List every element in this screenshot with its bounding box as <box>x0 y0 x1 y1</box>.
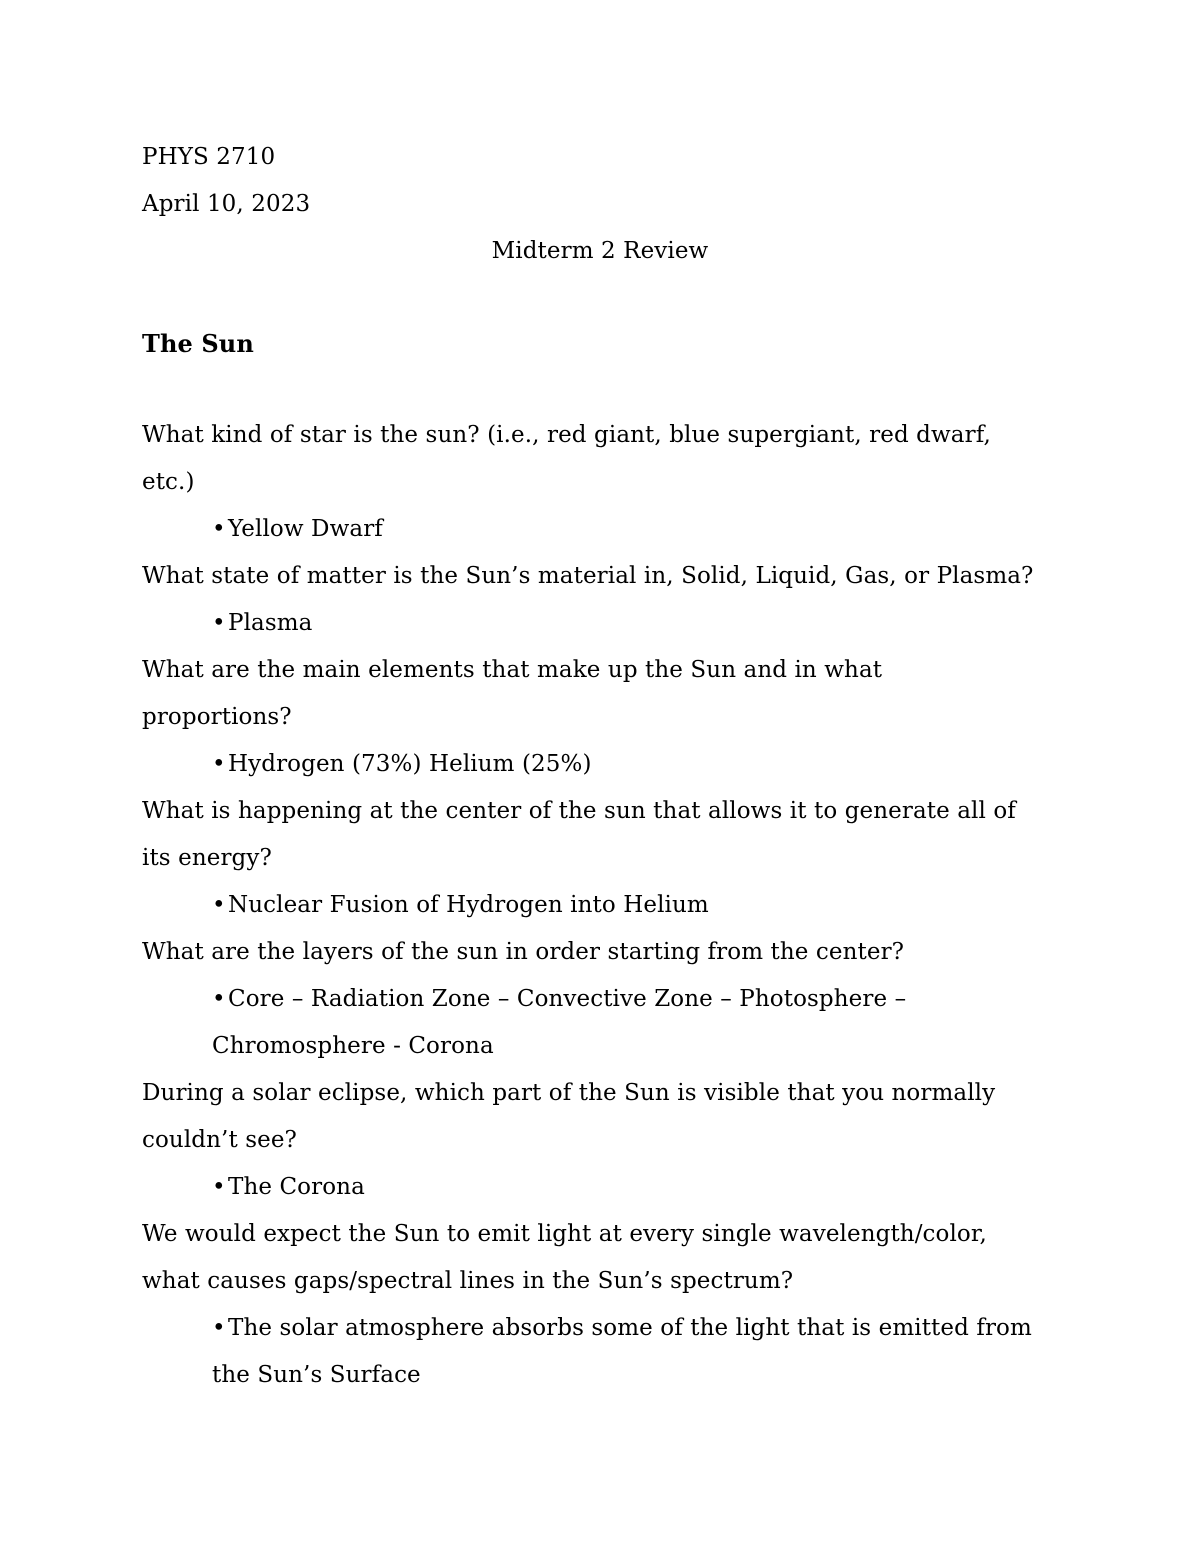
question-line: etc.) <box>142 469 195 495</box>
question-6 <box>142 1070 1072 1164</box>
answer-line: The solar atmosphere absorbs some of the light that is emitted from <box>228 1315 1032 1341</box>
answer-line: Hydrogen (73%) Helium (25%) <box>228 751 592 777</box>
answer-5 <box>142 976 1072 1070</box>
bullet-icon: • <box>212 516 226 542</box>
question-line: What kind of star is the sun? (i.e., red giant, blue supergiant, red dwarf, <box>142 422 991 448</box>
question-line: What are the layers of the sun in order starting from the center? <box>142 939 905 965</box>
answer-line: the Sun’s Surface <box>212 1362 421 1388</box>
question-5 <box>142 929 1072 976</box>
question-line: its energy? <box>142 845 272 871</box>
bullet-icon: • <box>212 610 226 636</box>
question-line: couldn’t see? <box>142 1127 297 1153</box>
question-line: What are the main elements that make up the Sun and in what <box>142 657 883 683</box>
question-4 <box>142 788 1072 882</box>
question-3 <box>142 647 1072 741</box>
section-heading: The Sun <box>142 329 254 358</box>
course-code: PHYS 2710 <box>142 144 276 170</box>
question-7 <box>142 1211 1072 1305</box>
question-1 <box>142 412 1072 506</box>
answer-2 <box>142 600 1072 647</box>
answer-1 <box>142 506 1072 553</box>
question-2 <box>142 553 1072 600</box>
question-line: What state of matter is the Sun’s material in, Solid, Liquid, Gas, or Plasma? <box>142 563 1034 589</box>
answer-line: Plasma <box>228 610 313 636</box>
question-line: what causes gaps/spectral lines in the Sun’s spectrum? <box>142 1268 794 1294</box>
spacer <box>142 367 1072 412</box>
document-body <box>142 134 1072 1399</box>
question-line: proportions? <box>142 704 292 730</box>
answer-7 <box>142 1305 1072 1399</box>
question-line: During a solar eclipse, which part of the Sun is visible that you normally <box>142 1080 996 1106</box>
answer-line: Core – Radiation Zone – Convective Zone – Photosphere – <box>228 986 907 1012</box>
question-line: What is happening at the center of the sun that allows it to generate all of <box>142 798 1016 824</box>
spacer <box>142 275 1072 320</box>
bullet-icon: • <box>212 1174 226 1200</box>
answer-3 <box>142 741 1072 788</box>
answer-line: Yellow Dwarf <box>228 516 383 542</box>
document-title: Midterm 2 Review <box>491 238 709 264</box>
bullet-icon: • <box>212 751 226 777</box>
answer-6 <box>142 1164 1072 1211</box>
answer-4 <box>142 882 1072 929</box>
bullet-icon: • <box>212 986 226 1012</box>
question-line: We would expect the Sun to emit light at every single wavelength/color, <box>142 1221 987 1247</box>
answer-line: The Corona <box>228 1174 365 1200</box>
bullet-icon: • <box>212 892 226 918</box>
document-date: April 10, 2023 <box>142 191 311 217</box>
bullet-icon: • <box>212 1315 226 1341</box>
answer-line: Chromosphere - Corona <box>212 1033 494 1059</box>
answer-line: Nuclear Fusion of Hydrogen into Helium <box>228 892 709 918</box>
